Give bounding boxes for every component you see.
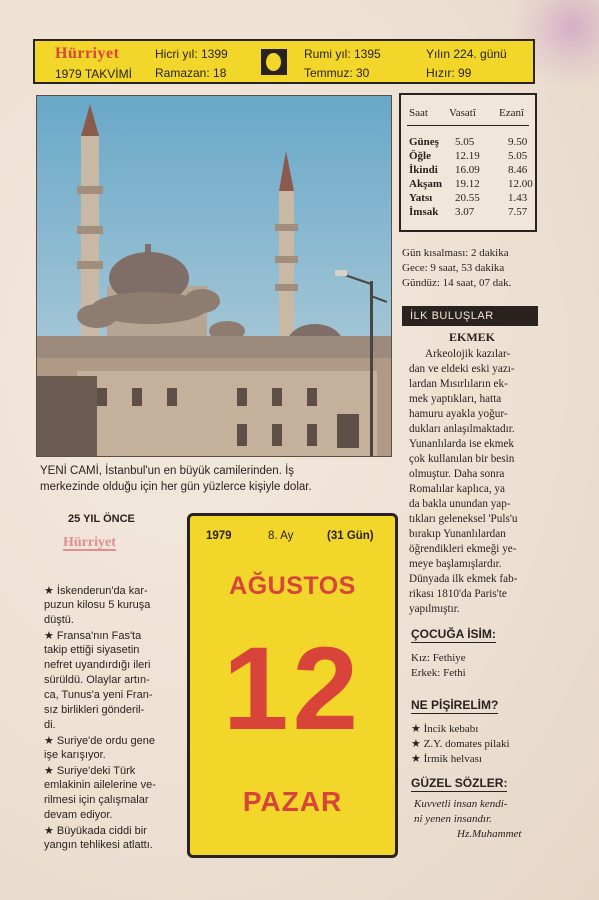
article-line: bırakıp Yunanlılardan (409, 528, 506, 540)
prayer-name: İmsak (409, 206, 439, 218)
news-line: rilmesi için çalışmalar (44, 794, 149, 806)
cocuga-isim-heading: ÇOCUĞA İSİM: (411, 627, 496, 641)
ezani-time: 12.00 (508, 178, 533, 190)
article-line: meye başlamışlardır. (409, 558, 502, 570)
article-line: Yunanlılarda ise ekmek (409, 438, 515, 450)
quote-author: Hz.Muhammet (457, 828, 522, 840)
table-row (401, 178, 535, 192)
table-row (401, 136, 535, 150)
temmuz-day: Temmuz: 30 (304, 66, 370, 80)
article-line: öğrendikleri ekmeği ye- (409, 543, 517, 555)
news-line: sız birlikleri gönderil- (44, 704, 145, 716)
article-line: Arkeolojik kazılar- (425, 348, 511, 360)
news-line: ★ Fransa'nın Fas'ta (44, 630, 142, 642)
hizir-day: Hızır: 99 (426, 66, 472, 80)
article-line: da bakla unundan yap- (409, 498, 511, 510)
brand-logo: Hürriyet (55, 45, 120, 62)
ezani-time: 7.57 (508, 206, 528, 218)
ezani-time: 8.46 (508, 164, 528, 176)
table-divider (407, 125, 529, 126)
article-line: dan ve eldeki eski yazı- (409, 363, 515, 375)
month-name: AĞUSTOS (229, 572, 356, 600)
day-number: 12 (222, 623, 363, 755)
article-title: EKMEK (449, 330, 496, 344)
news-line: sürüldü. Olaylar artın- (44, 674, 150, 686)
boy-name: Erkek: Fethi (411, 667, 466, 679)
date-year: 1979 (206, 530, 232, 542)
table-row (401, 206, 535, 220)
recipe-item: ★ Z.Y. domates pilaki (411, 738, 510, 750)
article-line: yapılmıştır. (409, 603, 460, 615)
guzel-sozler-heading: GÜZEL SÖZLER: (411, 776, 508, 790)
news-line: düştü. (44, 614, 74, 626)
ezani-time: 9.50 (508, 136, 528, 148)
girl-name: Kız: Fethiye (411, 652, 466, 664)
ezani-time: 1.43 (508, 192, 528, 204)
news-line: takip ettiği siyasetin (44, 644, 140, 656)
quote-line: Kuvvetli insan kendi- (414, 798, 508, 810)
mosque-photo (36, 95, 392, 457)
news-line: di. (44, 719, 56, 731)
news-line: nefret uyandırdığı ileri (44, 659, 151, 671)
vasati-time: 12.19 (455, 150, 480, 162)
rumi-year: Rumi yıl: 1395 (304, 47, 381, 61)
article-line: mek yaptıkları, hatta (409, 393, 502, 405)
hicri-year: Hicri yıl: 1399 (155, 47, 228, 61)
vasati-time: 16.09 (455, 164, 480, 176)
table-row (401, 192, 535, 206)
prayer-name: Yatsı (409, 192, 433, 204)
calendar-title: 1979 TAKVİMİ (55, 67, 132, 81)
article-line: Romalılar kaplıca, ya (409, 483, 505, 495)
night-length: Gece: 9 saat, 53 dakika (402, 262, 505, 274)
calendar-header (33, 39, 535, 84)
photo-caption-line: merkezinde olduğu için her gün yüzlerce kişiyle dolar. (40, 481, 312, 493)
article-line: lardan Mısırlıların ek- (409, 378, 508, 390)
recipe-item: ★ İncik kebabı (411, 723, 479, 735)
weekday-name: PAZAR (242, 786, 343, 817)
article-line: rikası 1810'da Paris'te (409, 588, 507, 600)
photo-caption-line: YENİ CAMİ, İstanbul'un en büyük camilerinden. İş (40, 465, 295, 477)
news-line: ca, Tunus'a yeni Fran- (44, 689, 153, 701)
date-box (187, 513, 398, 858)
vasati-time: 5.05 (455, 136, 475, 148)
twenty-five-years-heading: 25 YIL ÖNCE (68, 513, 135, 525)
article-line: dukları anlaşılmaktadır. (409, 423, 515, 435)
article-line: tıkları geleneksel 'Puls'u (409, 513, 518, 525)
article-line: hamuru ayakla yoğur- (409, 408, 508, 420)
table-row (401, 150, 535, 164)
vasati-time: 19.12 (455, 178, 480, 190)
article-line: Dünyada ilk ekmek fab- (409, 573, 518, 585)
prayer-name: Akşam (409, 178, 443, 190)
header-vasati: Vasatî (449, 107, 476, 119)
article-line: olmuştur. Daha sonra (409, 468, 505, 480)
prayer-times-table (399, 93, 537, 232)
ramazan-day: Ramazan: 18 (155, 66, 227, 80)
day-shortening: Gün kısalması: 2 dakika (402, 247, 509, 259)
daytime-length: Gündüz: 14 saat, 07 dak. (402, 277, 512, 289)
news-line: ★ Suriye'deki Türk (44, 765, 136, 777)
section-ilk-buluslar: İLK BULUŞLAR (402, 306, 538, 326)
ezani-time: 5.05 (508, 150, 528, 162)
quote-line: ni yenen insandır. (414, 813, 492, 825)
hurriyet-logo-small: Hürriyet (63, 535, 116, 550)
table-row (401, 164, 535, 178)
prayer-name: İkindi (409, 164, 438, 176)
ne-pisirelim-heading: NE PİŞİRELİM? (411, 698, 499, 712)
month-number: 8. Ay (268, 530, 294, 542)
news-line: yangın tehlikesi atlattı. (44, 839, 153, 851)
moon-phase-icon (261, 49, 287, 75)
recipe-item: ★ İrmik helvası (411, 753, 482, 765)
news-line: puzun kilosu 5 kuruşa (44, 599, 151, 611)
days-in-month: (31 Gün) (327, 530, 374, 542)
header-ezani: Ezanî (499, 107, 525, 119)
day-of-year: Yılın 224. günü (426, 47, 507, 61)
news-line: ★ İskenderun'da kar- (44, 585, 148, 597)
news-line: işe karışıyor. (44, 749, 106, 761)
prayer-name: Güneş (409, 136, 439, 148)
news-line: ★ Büyükada ciddi bir (44, 825, 147, 837)
news-line: emlakinin ailelerine ve- (44, 779, 156, 791)
vasati-time: 20.55 (455, 192, 480, 204)
news-line: ★ Suriye'de ordu gene (44, 735, 156, 747)
header-saat: Saat (409, 107, 428, 119)
prayer-name: Öğle (409, 150, 431, 162)
news-line: devam ediyor. (44, 809, 113, 821)
vasati-time: 3.07 (455, 206, 475, 218)
article-line: çok kullanılan bir besin (409, 453, 515, 465)
